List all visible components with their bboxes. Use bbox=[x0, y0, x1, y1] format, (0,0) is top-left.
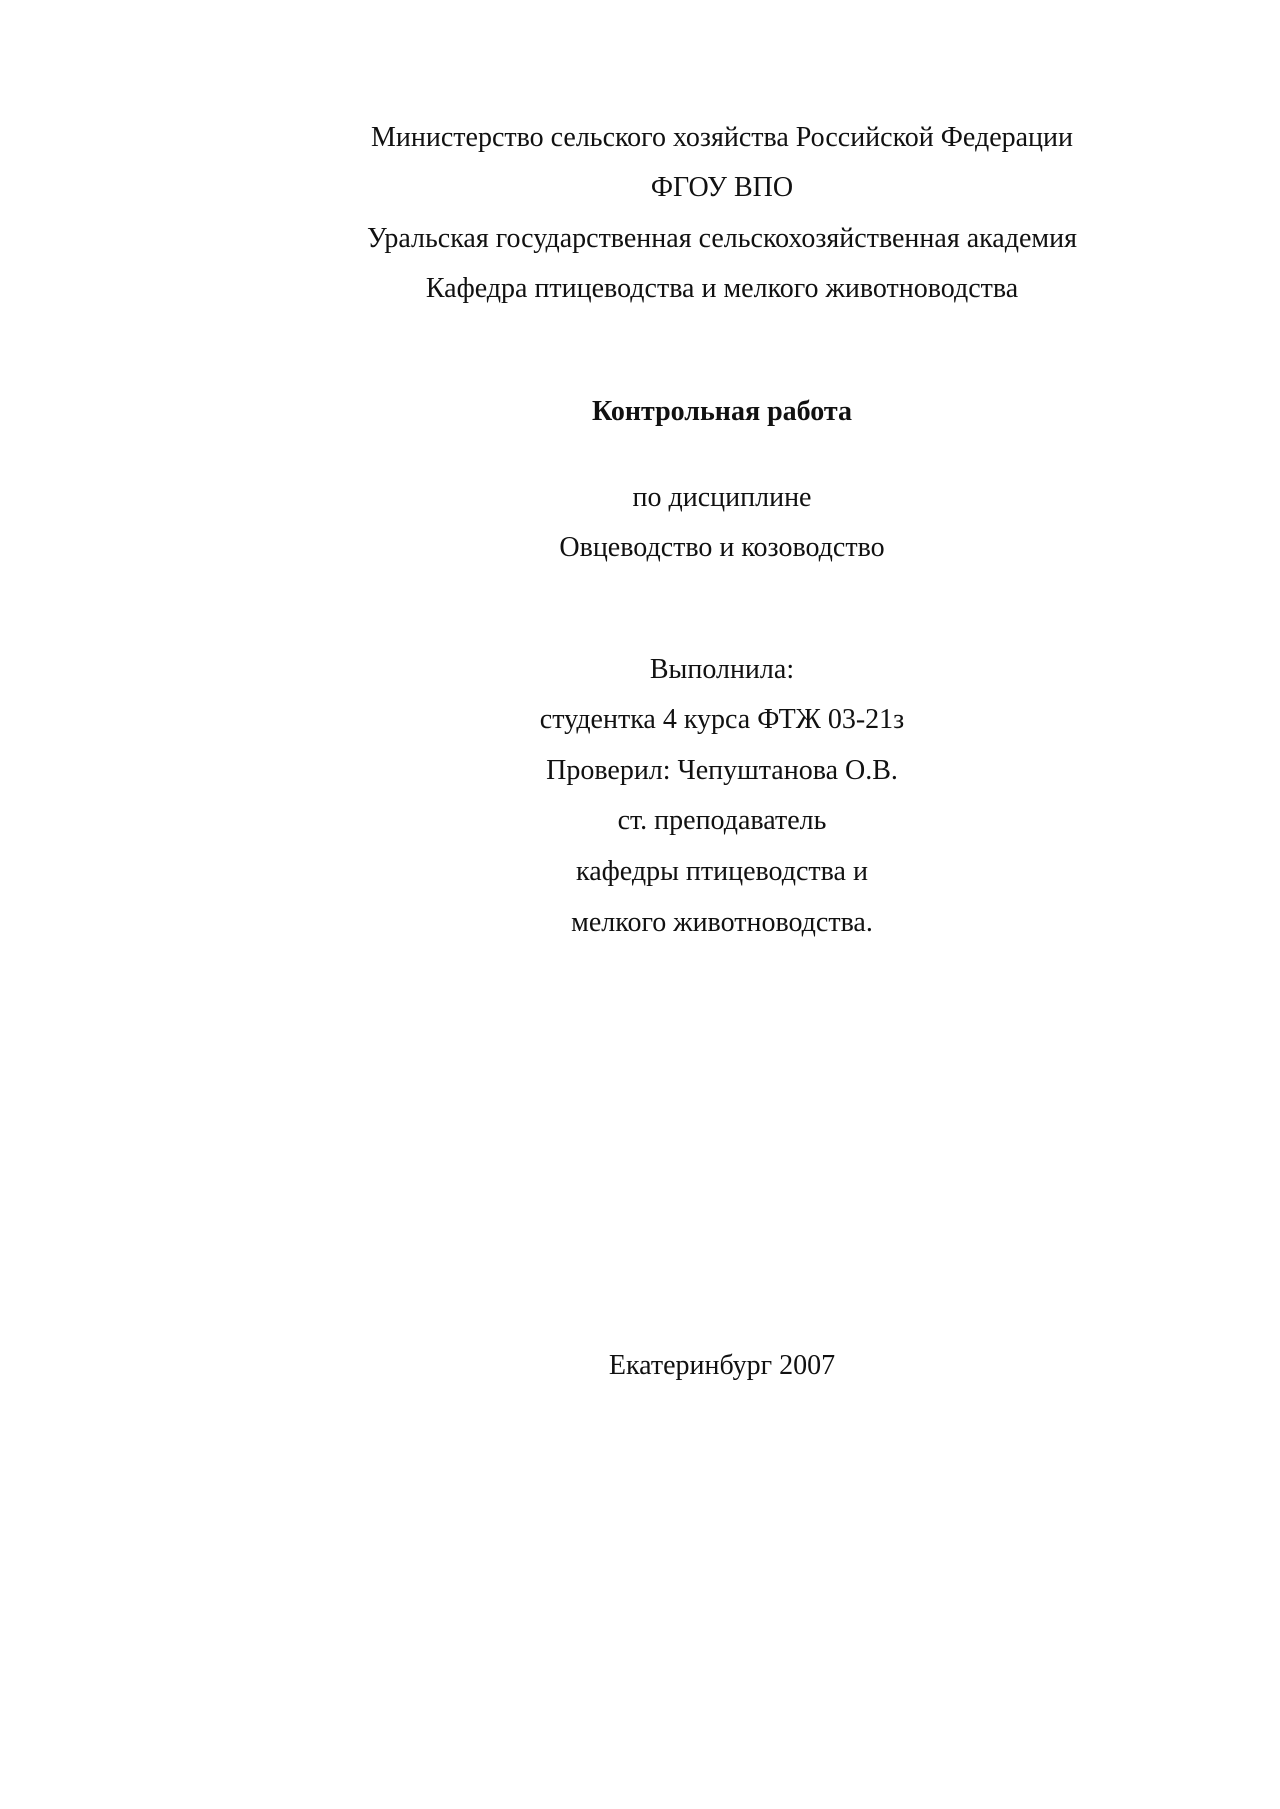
work-type-title: Контрольная работа bbox=[591, 396, 853, 427]
department-line: Кафедра птицеводства и мелкого животноводства bbox=[425, 273, 1019, 304]
discipline-name: Овцеводство и козоводство bbox=[559, 532, 885, 563]
student-line: студентка 4 курса ФТЖ 03-21з bbox=[539, 704, 905, 735]
performed-label: Выполнила: bbox=[649, 654, 795, 685]
city-year-line: Екатеринбург 2007 bbox=[608, 1350, 836, 1381]
discipline-label: по дисциплине bbox=[632, 482, 812, 513]
institution-type-line: ФГОУ ВПО bbox=[650, 172, 794, 203]
position-line: ст. преподаватель bbox=[617, 805, 827, 836]
ministry-line: Министерство сельского хозяйства Российской Федерации bbox=[371, 122, 1073, 153]
academy-line: Уральская государственная сельскохозяйственная академия bbox=[367, 223, 1077, 254]
department-line-1: кафедры птицеводства и bbox=[576, 856, 868, 887]
checked-by-line: Проверил: Чепуштанова О.В. bbox=[546, 755, 898, 786]
department-line-2: мелкого животноводства. bbox=[571, 907, 873, 938]
